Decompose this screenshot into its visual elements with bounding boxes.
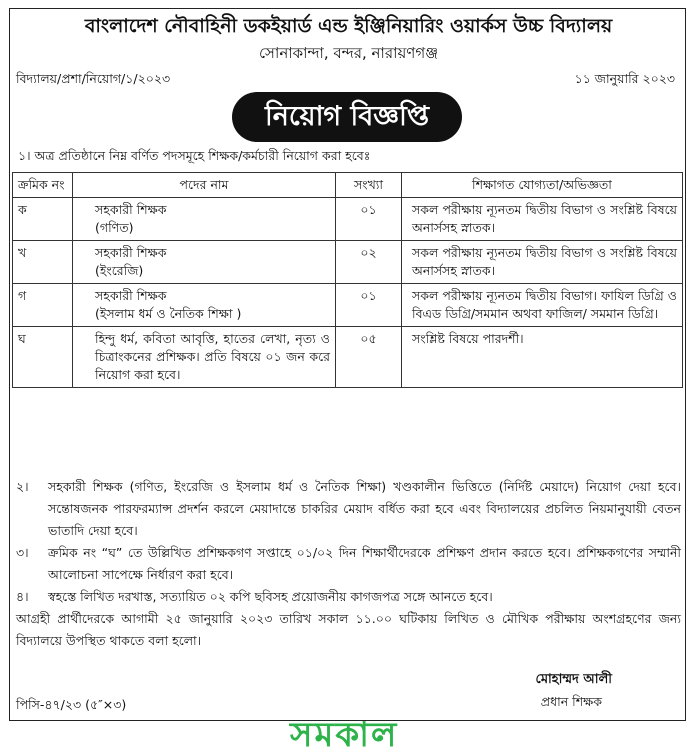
notes-section: [16, 476, 681, 652]
closing-text: আগ্রহী প্রার্থীদেরকে আগামী ২৫ জানুয়ারি ২০২৩ তারিখ সকাল ১১.০০ ঘটিকায় লিখিত ও মৌখিক পরীক্ষায় অংশগ্রহণের জন্য বিদ্যালয়ে উপস্থিত থাকতে বলা হলো।: [16, 611, 681, 648]
table-header-row: [13, 173, 683, 198]
row-count: ০৫: [336, 327, 402, 388]
post-subject: (ইসলাম ধর্ম ও নৈতিক শিক্ষা ): [95, 306, 242, 321]
row-serial: গ: [13, 284, 73, 327]
intro-text: ১। অত্র প্রতিষ্ঠানে নিম্ন বর্ণিত পদসমূহে শিক্ষক/কর্মচারী নিয়োগ করা হবেঃ: [18, 148, 371, 163]
post-subject: (গণিত): [95, 220, 134, 235]
post-subject: (ইংরেজি): [95, 263, 144, 278]
post-name: হিন্দু ধর্ম, কবিতা আবৃত্তি, হাতের লেখা, নৃত্য ও চিত্রাংকনের প্রশিক্ষক। প্রতি বিষয়ে ০১ জন করে নিয়োগ করা হবে।: [95, 331, 330, 382]
row-qualification: সকল পরীক্ষায় ন্যূনতম দ্বিতীয় বিভাগ ও সংশ্লিষ্ট বিষয়ে অনার্সসহ স্নাতক।: [402, 198, 683, 241]
note-number: ৩।: [16, 545, 29, 560]
table-row: [13, 284, 683, 327]
signer-title: প্রধান শিক্ষক: [540, 694, 602, 709]
row-count: ০১: [336, 198, 402, 241]
row-count: ০২: [336, 241, 402, 284]
post-name: সহকারী শিক্ষক: [95, 245, 167, 260]
school-address: সোনাকান্দা, বন্দর, নারায়ণগঞ্জ: [258, 44, 439, 62]
row-qualification: সকল পরীক্ষায় ন্যূনতম দ্বিতীয় বিভাগ। ফাযিল ডিগ্রি ও বিএড ডিগ্রি/সমমান অথবা ফাজিল/ সমমান ডিগ্রি।: [402, 284, 683, 327]
note-number: ৪।: [16, 589, 29, 604]
header-count: সংখ্যা: [336, 173, 402, 198]
row-serial: খ: [13, 241, 73, 284]
school-name: বাংলাদেশ নৌবাহিনী ডকইয়ার্ড এন্ড ইঞ্জিনিয়ারিং ওয়ার্কস উচ্চ বিদ্যালয়: [84, 15, 613, 37]
note-item: [16, 476, 681, 542]
notice-title-banner: নিয়োগ বিজ্ঞপ্তি: [232, 92, 462, 142]
note-item: [16, 542, 681, 586]
note-number: ২।: [16, 479, 29, 494]
row-qualification: সংশ্লিষ্ট বিষয়ে পারদর্শী।: [402, 327, 683, 388]
row-post: [73, 327, 336, 388]
table-row: [13, 241, 683, 284]
row-post: [73, 198, 336, 241]
table-row: [13, 327, 683, 388]
header-post: পদের নাম: [73, 173, 336, 198]
post-name: সহকারী শিক্ষক: [95, 202, 167, 217]
note-text: ক্রমিক নং “ঘ” তে উল্লিখিত প্রশিক্ষকগণ সপ্তাহে ০১/০২ দিন শিক্ষার্থীদেরকে প্রশিক্ষণ প্রদান করতে হবে। প্রশিক্ষকগণের সম্মানী আলোচনা সাপেক্ষে নির্ধারণ করা হবে।: [48, 545, 681, 582]
row-qualification: সকল পরীক্ষায় ন্যূনতম দ্বিতীয় বিভাগ ও সংশ্লিষ্ট বিষয়ে অনার্সসহ স্নাতক।: [402, 241, 683, 284]
note-item: [16, 586, 681, 608]
note-text: স্বহস্তে লিখিত দরখাস্ত, সত্যায়িত ০২ কপি ছবিসহ প্রয়োজনীয় কাগজপত্র সঙ্গে আনতে হবে।: [48, 589, 493, 604]
row-serial: ক: [13, 198, 73, 241]
watermark-text: সমকাল: [290, 715, 399, 755]
header-qualification: শিক্ষাগত যোগ্যতা/অভিজ্ঞতা: [402, 173, 683, 198]
header-serial: ক্রমিক নং: [13, 173, 73, 198]
note-text: সহকারী শিক্ষক (গণিত, ইংরেজি ও ইসলাম ধর্ম ও নৈতিক শিক্ষা) খণ্ডকালীন ভিত্তিতে (নির্দিষ্ট মেয়াদে) নিয়োগ দেয়া হবে। সন্তোষজনক পারফরম্যান্স প্রদর্শন করলে মেয়াদান্তে চাকরির মেয়াদ বর্ধিত করা হবে এবং বিদ্যালয়ের প্রচলিত নিয়মানুযায়ী বেতন ভাতাদি দেয়া হবে।: [48, 479, 681, 538]
row-count: ০১: [336, 284, 402, 327]
memo-number: বিদ্যালয়/প্রশা/নিয়োগ/১/২০২৩: [16, 71, 171, 86]
row-post: [73, 241, 336, 284]
table-row: [13, 198, 683, 241]
signer-name: মোহাম্মদ আলী: [535, 672, 612, 687]
publication-code: পিসি-৪৭/২৩ (৫″×৩): [16, 697, 127, 712]
newspaper-watermark: [290, 715, 430, 755]
notice-date: ১১ জানুয়ারি ২০২৩: [574, 71, 675, 86]
row-post: [73, 284, 336, 327]
post-name: সহকারী শিক্ষক: [95, 288, 167, 303]
row-serial: ঘ: [13, 327, 73, 388]
posts-table: [12, 172, 683, 388]
